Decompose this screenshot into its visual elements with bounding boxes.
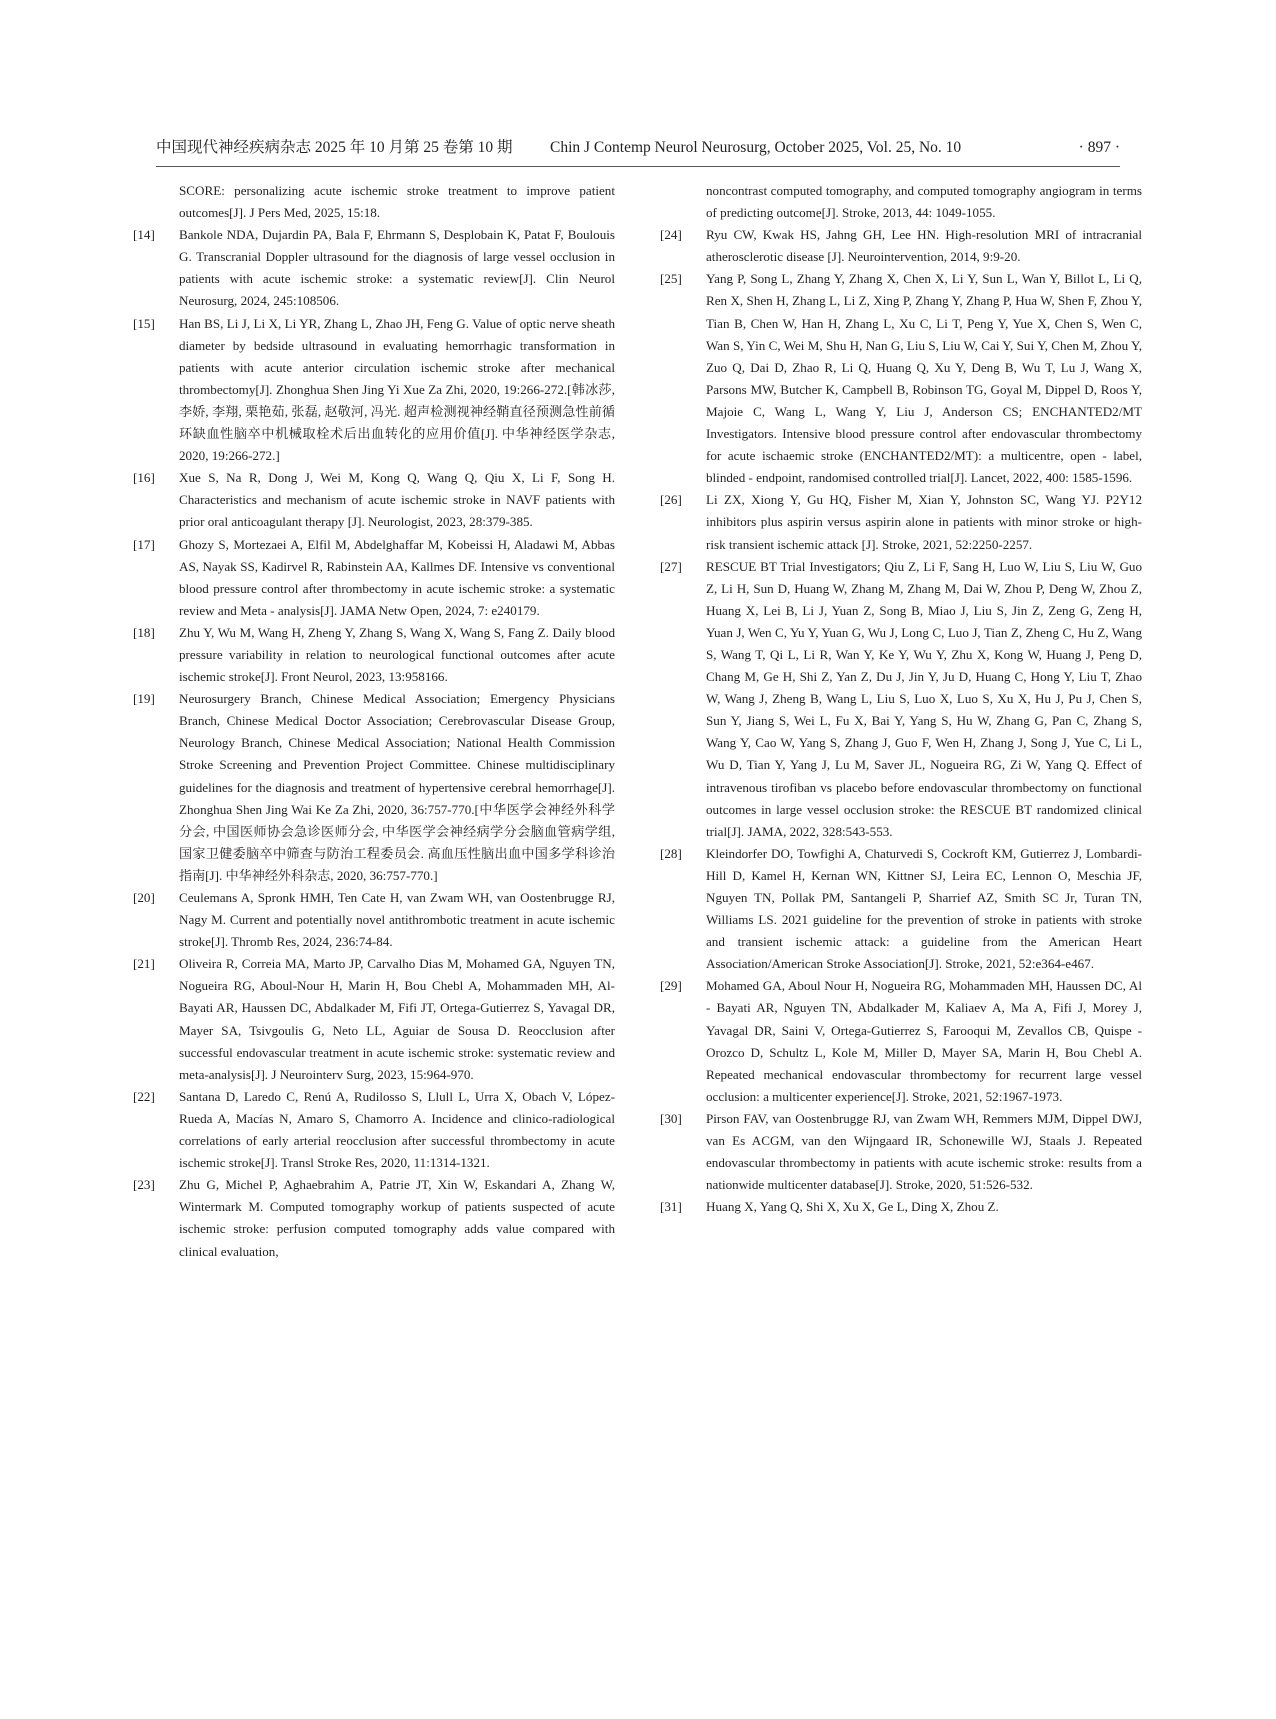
reference-number: [16] bbox=[133, 470, 155, 486]
reference-text: Santana D, Laredo C, Renú A, Rudilosso S, Llull L, Urra X, Obach V, López-Rueda A, Macías N, Amaro S, Chamorro A. Incidence and clinico-radiological correlations of early arterial reocclusion after successful thrombectomy in acute ischemic stroke[J]. Transl Stroke Res, 2020, 11:1314-1321. bbox=[179, 1088, 615, 1171]
reference-item bbox=[133, 688, 615, 887]
reference-number: [17] bbox=[133, 536, 155, 552]
reference-item bbox=[660, 556, 1142, 843]
reference-number: [30] bbox=[660, 1110, 682, 1126]
reference-number: [18] bbox=[133, 624, 155, 640]
reference-text: Zhu Y, Wu M, Wang H, Zheng Y, Zhang S, Wang X, Wang S, Fang Z. Daily blood pressure variability in relation to neurological functional outcomes after acute ischemic stroke[J]. Front Neurol, 2023, 13:958166. bbox=[179, 624, 615, 685]
reference-item bbox=[133, 534, 615, 622]
reference-number: [14] bbox=[133, 227, 155, 243]
header-rule bbox=[156, 166, 1120, 167]
reference-number: [23] bbox=[133, 1177, 155, 1193]
reference-number: [28] bbox=[660, 845, 682, 861]
running-header bbox=[156, 136, 1120, 160]
reference-item bbox=[660, 975, 1142, 1108]
reference-text: Ceulemans A, Spronk HMH, Ten Cate H, van Zwam WH, van Oostenbrugge RJ, Nagy M. Current and potentially novel antithrombotic treatment in acute ischemic stroke[J]. Thromb Res, 2024, 236:74-84. bbox=[179, 890, 615, 950]
reference-item bbox=[660, 1196, 1142, 1218]
reference-item bbox=[133, 313, 615, 468]
journal-title-cn: 中国现代神经疾病杂志 2025 年 10 月第 25 卷第 10 期 bbox=[156, 139, 513, 156]
reference-item bbox=[660, 268, 1142, 489]
reference-text: Huang X, Yang Q, Shi X, Xu X, Ge L, Ding X, Zhou Z. bbox=[706, 1199, 999, 1215]
reference-continuation: noncontrast computed tomography, and computed tomography angiogram in terms of predicting outcome[J]. Stroke, 2013, 44: 1049-1055. bbox=[706, 183, 1142, 221]
reference-text: Neurosurgery Branch, Chinese Medical Association; Emergency Physicians Branch, Chinese Medical Doctor Association; Cerebrovascular Disease Group, Neurology Branch, Chinese Medical Association; National Health Commission Stroke Screening and Prevention Project Committee. Chinese multidisciplinary guidelines for the diagnosis and treatment of hypertensive cerebral hemorrhage[J]. Zhonghua Shen Jing Wai Ke Za Zhi, 2020, 36:757-770.[中华医学会神经外科学分会, 中国医师协会急诊医师分会, 中华医学会神经病学分会脑血管病学组, 国家卫健委脑卒中筛查与防治工程委员会. 高血压性脑出血中国多学科诊治指南[J]. 中华神经外科杂志, 2020, 36:757-770.] bbox=[179, 691, 615, 883]
reference-text: Oliveira R, Correia MA, Marto JP, Carvalho Dias M, Mohamed GA, Nguyen TN, Nogueira RG, Aboul-Nour H, Marin H, Bou Chebl A, Mohammaden MH, Al-Bayati AR, Haussen DC, Abdalkader M, Fifi JT, Ortega-Gutierrez S, Yavagal DR, Mayer SA, Tsivgoulis G, Neto LL, Aguiar de Sousa D. Reocclusion after successful endovascular treatment in acute ischemic stroke: systematic review and meta-analysis[J]. J Neurointerv Surg, 2023, 15:964-970. bbox=[179, 956, 615, 1082]
reference-text: Mohamed GA, Aboul Nour H, Nogueira RG, Mohammaden MH, Haussen DC, Al - Bayati AR, Nguyen TN, Abdalkader M, Kaliaev A, Ma A, Fifi J, Morey J, Yavagal DR, Saini V, Ortega-Gutierrez S, Farooqui M, Zevallos CB, Quispe - Orozco D, Schultz L, Kole M, Miller D, Mayer SA, Marin H, Bou Chebl A. Repeated mechanical endovascular thrombectomy for recurrent large vessel occlusion: a multicenter experience[J]. Stroke, 2021, 52:1967-1973. bbox=[706, 978, 1142, 1104]
reference-text: Ryu CW, Kwak HS, Jahng GH, Lee HN. High-resolution MRI of intracranial atherosclerotic disease [J]. Neurointervention, 2014, 9:9-20. bbox=[706, 227, 1142, 265]
reference-number: [24] bbox=[660, 227, 682, 243]
reference-text: Zhu G, Michel P, Aghaebrahim A, Patrie JT, Xin W, Eskandari A, Zhang W, Wintermark M. Computed tomography workup of patients suspected of acute ischemic stroke: perfusion computed tomography adds value compared with clinical evaluation, bbox=[179, 1177, 615, 1259]
reference-text: Ghozy S, Mortezaei A, Elfil M, Abdelghaffar M, Kobeissi H, Aladawi M, Abbas AS, Nayak SS, Kadirvel R, Rabinstein AA, Kallmes DF. Intensive vs conventional blood pressure control after thrombectomy in acute ischemic stroke: a systematic review and Meta - analysis[J]. JAMA Netw Open, 2024, 7: e240179. bbox=[179, 536, 615, 618]
reference-text: RESCUE BT Trial Investigators; Qiu Z, Li F, Sang H, Luo W, Liu S, Liu W, Guo Z, Li H, Sun D, Huang W, Zhang M, Zhang M, Dai W, Zhou P, Deng W, Zhou Z, Huang X, Lei B, Li J, Yuan Z, Song B, Miao J, Liu S, Jin Z, Zeng G, Zeng H, Yuan J, Wen C, Yu Y, Yuan G, Wu J, Long C, Luo J, Tian Z, Zheng C, Hu Z, Wang S, Wang T, Qi L, Li R, Wan Y, Ke Y, Wu Y, Zhu X, Kong W, Huang J, Peng D, Chang M, Ge H, Shi Z, Yan Z, Du J, Jin Y, Ju D, Huang C, Hong Y, Liu T, Zhao W, Wang J, Zheng B, Wang L, Liu S, Luo X, Luo S, Xu X, Hu J, Pu J, Chen S, Sun Y, Jiang S, Wei L, Fu X, Bai Y, Yang S, Hu W, Zhang G, Pan C, Zhang S, Wang Y, Cao W, Yang S, Zhang J, Guo F, Wen H, Zhang J, Song J, Yue C, Li L, Wu D, Tian Y, Yang J, Lu M, Saver JL, Nogueira RG, Zi W, Yang Q. Effect of intravenous tirofiban vs placebo before endovascular thrombectomy on functional outcomes in large vessel occlusion stroke: the RESCUE BT randomized clinical trial[J]. JAMA, 2022, 328:543-553. bbox=[706, 558, 1142, 839]
reference-text: Kleindorfer DO, Towfighi A, Chaturvedi S, Cockroft KM, Gutierrez J, Lombardi-Hill D, Kamel H, Kernan WN, Kittner SJ, Leira EC, Lennon O, Meschia JF, Nguyen TN, Pollak PM, Santangeli P, Sharrief AZ, Smith SC Jr, Turan TN, Williams LS. 2021 guideline for the prevention of stroke in patients with stroke and transient ischemic attack: a guideline from the American Heart Association/American Stroke Association[J]. Stroke, 2021, 52:e364-e467. bbox=[706, 845, 1142, 972]
reference-number: [27] bbox=[660, 558, 682, 574]
reference-item bbox=[660, 843, 1142, 976]
reference-item bbox=[133, 1174, 615, 1262]
reference-item bbox=[660, 224, 1142, 268]
reference-number: [15] bbox=[133, 315, 155, 331]
reference-number: [19] bbox=[133, 691, 155, 707]
reference-number: [31] bbox=[660, 1199, 682, 1215]
reference-item bbox=[133, 953, 615, 1086]
right-column bbox=[660, 180, 1142, 1218]
reference-item bbox=[133, 887, 615, 953]
reference-continuation: SCORE: personalizing acute ischemic stroke treatment to improve patient outcomes[J]. J Pers Med, 2025, 15:18. bbox=[179, 183, 615, 221]
reference-number: [26] bbox=[660, 492, 682, 508]
reference-item bbox=[133, 224, 615, 312]
reference-text: Yang P, Song L, Zhang Y, Zhang X, Chen X, Li Y, Sun L, Wan Y, Billot L, Li Q, Ren X, Shen H, Zhang L, Li Z, Xing P, Zhang Y, Zhang P, Hua W, Shen F, Zhou Y, Tian B, Chen W, Han H, Zhang L, Xu C, Li T, Peng Y, Yue X, Chen S, Wen C, Wan S, Yin C, Wei M, Shu H, Nan G, Liu S, Liu W, Cai Y, Sui Y, Chen M, Zhou Y, Zuo Q, Dai D, Zhao R, Li Q, Huang Q, Xu Y, Deng B, Wu T, Lu J, Wang X, Parsons MW, Butcher K, Campbell B, Robinson TG, Goyal M, Dippel D, Roos Y, Majoie C, Wang L, Wang Y, Liu J, Anderson CS; ENCHANTED2/MT Investigators. Intensive blood pressure control after endovascular thrombectomy for acute ischaemic stroke (ENCHANTED2/MT): a multicentre, open - label, blinded - endpoint, randomised controlled trial[J]. Lancet, 2022, 400: 1585-1596. bbox=[706, 271, 1142, 486]
reference-item bbox=[660, 489, 1142, 555]
reference-text: Pirson FAV, van Oostenbrugge RJ, van Zwam WH, Remmers MJM, Dippel DWJ, van Es ACGM, van den Wijngaard IR, Schonewille WJ, Staals J. Repeated endovascular thrombectomy in patients with acute ischemic stroke: results from a nationwide multicenter database[J]. Stroke, 2020, 51:526-532. bbox=[706, 1110, 1142, 1193]
reference-number: [29] bbox=[660, 978, 682, 994]
reference-item bbox=[660, 1108, 1142, 1196]
reference-number: [20] bbox=[133, 890, 155, 905]
reference-item bbox=[133, 1086, 615, 1174]
page-number: · 897 · bbox=[1078, 139, 1120, 156]
reference-number: [22] bbox=[133, 1088, 155, 1104]
reference-number: [21] bbox=[133, 956, 155, 972]
reference-item bbox=[133, 467, 615, 533]
reference-text: Li ZX, Xiong Y, Gu HQ, Fisher M, Xian Y, Johnston SC, Wang YJ. P2Y12 inhibitors plus aspirin versus aspirin alone in patients with minor stroke or high-risk transient ischemic attack [J]. Stroke, 2021, 52:2250-2257. bbox=[706, 492, 1142, 552]
reference-item bbox=[133, 622, 615, 688]
reference-text: Han BS, Li J, Li X, Li YR, Zhang L, Zhao JH, Feng G. Value of optic nerve sheath diameter by bedside ultrasound in evaluating hemorrhagic transformation in patients with acute anterior circulation ischemic stroke after mechanical thrombectomy[J]. Zhonghua Shen Jing Yi Xue Za Zhi, 2020, 19:266-272.[韩冰莎, 李娇, 李翔, 栗艳茹, 张磊, 赵敬河, 冯光. 超声检测视神经鞘直径预测急性前循环缺血性脑卒中机械取栓术后出血转化的应用价值[J]. 中华神经医学杂志, 2020, 19:266-272.] bbox=[179, 315, 615, 464]
journal-title-en: Chin J Contemp Neurol Neurosurg, October 2025, Vol. 25, No. 10 bbox=[550, 139, 962, 156]
reference-text: Bankole NDA, Dujardin PA, Bala F, Ehrmann S, Desplobain K, Patat F, Boulouis G. Transcranial Doppler ultrasound for the diagnosis of large vessel occlusion in patients with acute ischemic stroke: a systematic review[J]. Clin Neurol Neurosurg, 2024, 245:108506. bbox=[179, 227, 615, 309]
reference-number: [25] bbox=[660, 271, 682, 287]
left-column bbox=[133, 180, 615, 1263]
reference-text: Xue S, Na R, Dong J, Wei M, Kong Q, Wang Q, Qiu X, Li F, Song H. Characteristics and mechanism of acute ischemic stroke in NAVF patients with prior oral anticoagulant therapy [J]. Neurologist, 2023, 28:379-385. bbox=[179, 470, 615, 530]
